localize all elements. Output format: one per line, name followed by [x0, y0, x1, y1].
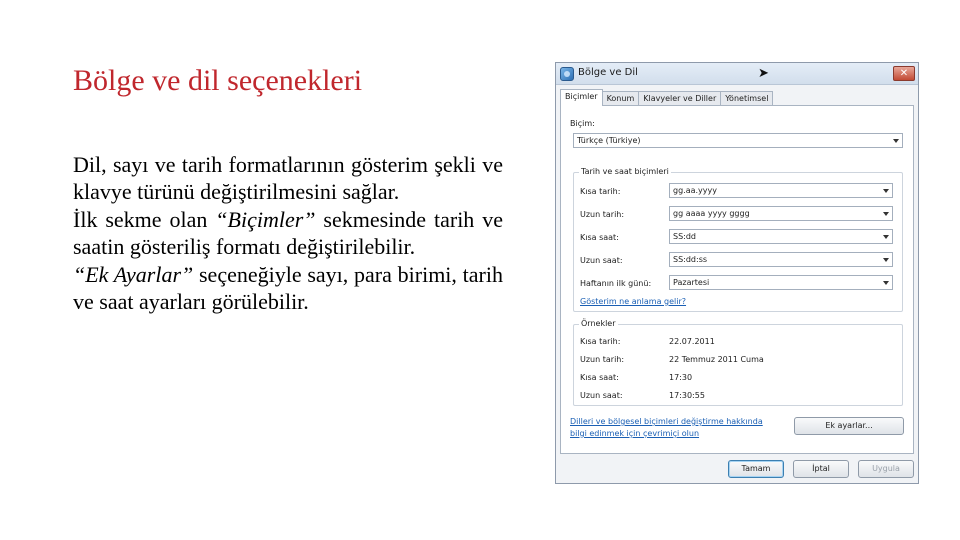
example-long-time-label: Uzun saat:: [580, 391, 623, 400]
online-info-link-line1[interactable]: Dilleri ve bölgesel biçimleri değiştirme hakkında: [570, 417, 763, 426]
examples-title: Örnekler: [581, 319, 616, 328]
first-day-select[interactable]: [669, 275, 893, 290]
long-time-label: Uzun saat:: [580, 256, 623, 265]
region-globe-icon: [560, 67, 574, 81]
example-short-time-value: 17:30: [669, 373, 693, 382]
example-short-time-label: Kısa saat:: [580, 373, 619, 382]
slide-title: Bölge ve dil seçenekleri: [73, 64, 363, 97]
short-date-label: Kısa tarih:: [580, 187, 621, 196]
online-info-link-line2[interactable]: bilgi edinmek için çevrimiçi olun: [570, 429, 700, 438]
datetime-formats-title: Tarih ve saat biçimleri: [581, 167, 669, 176]
long-date-select[interactable]: [669, 206, 893, 221]
tab-administrative[interactable]: Yönetimsel: [720, 91, 773, 106]
short-time-value: SS:dd: [673, 232, 697, 241]
ok-button[interactable]: Tamam: [728, 460, 784, 478]
short-date-select[interactable]: [669, 183, 893, 198]
example-short-date-label: Kısa tarih:: [580, 337, 621, 346]
chevron-down-icon: [883, 258, 889, 262]
tab-location[interactable]: Konum: [602, 91, 640, 106]
paragraph-1: Dil, sayı ve tarih formatlarının gösterim şekli ve klavye türünü değiştirilmesini sağlar.: [73, 152, 503, 204]
example-long-date-label: Uzun tarih:: [580, 355, 625, 364]
formats-panel: [560, 105, 914, 454]
dialog-title: Bölge ve Dil: [578, 67, 638, 78]
example-long-time-value: 17:30:55: [669, 391, 705, 400]
notation-meaning-link[interactable]: Gösterim ne anlama gelir?: [580, 297, 687, 306]
first-day-label: Haftanın ilk günü:: [580, 279, 652, 288]
paragraph-2-suffix: sekmesinde tarih ve saatin gösteriliş formatı değiştirilebilir.: [73, 207, 503, 259]
region-language-dialog: [555, 62, 919, 484]
format-select[interactable]: [573, 133, 903, 148]
dialog-tabs: [560, 90, 772, 106]
paragraph-3-emphasis: “Ek Ayarlar”: [73, 262, 194, 287]
apply-button[interactable]: Uygula: [858, 460, 914, 478]
short-date-value: gg.aa.yyyy: [673, 186, 717, 195]
cancel-button[interactable]: İptal: [793, 460, 849, 478]
examples-group: [573, 319, 903, 406]
paragraph-3-suffix: seçeneğiyle sayı, para birimi, tarih ve saat ayarları görülebilir.: [73, 262, 503, 314]
long-time-select[interactable]: [669, 252, 893, 267]
paragraph-2: [73, 206, 503, 260]
tab-keyboards-languages[interactable]: Klavyeler ve Diller: [638, 91, 721, 106]
first-day-value: Pazartesi: [673, 278, 710, 287]
paragraph-3: [73, 261, 503, 315]
paragraph-2-emphasis: “Biçimler”: [215, 207, 316, 232]
datetime-formats-group: [573, 167, 903, 312]
long-date-value: gg aaaa yyyy gggg: [673, 209, 750, 218]
format-select-value: Türkçe (Türkiye): [577, 136, 641, 145]
tab-formats[interactable]: Biçimler: [560, 89, 603, 106]
long-time-value: SS:dd:ss: [673, 255, 708, 264]
chevron-down-icon: [883, 235, 889, 239]
long-date-label: Uzun tarih:: [580, 210, 625, 219]
slide-body: [73, 151, 503, 315]
close-button[interactable]: ✕: [893, 66, 915, 81]
example-long-date-value: 22 Temmuz 2011 Cuma: [669, 355, 764, 364]
chevron-down-icon: [893, 139, 899, 143]
dialog-titlebar[interactable]: [556, 63, 918, 85]
chevron-down-icon: [883, 189, 889, 193]
mouse-cursor-icon: ➤: [758, 66, 769, 81]
paragraph-2-prefix: İlk sekme olan: [73, 207, 216, 232]
additional-settings-button[interactable]: Ek ayarlar...: [794, 417, 904, 435]
example-short-date-value: 22.07.2011: [669, 337, 715, 346]
short-time-label: Kısa saat:: [580, 233, 619, 242]
chevron-down-icon: [883, 212, 889, 216]
short-time-select[interactable]: [669, 229, 893, 244]
format-label: Biçim:: [570, 119, 595, 128]
chevron-down-icon: [883, 281, 889, 285]
